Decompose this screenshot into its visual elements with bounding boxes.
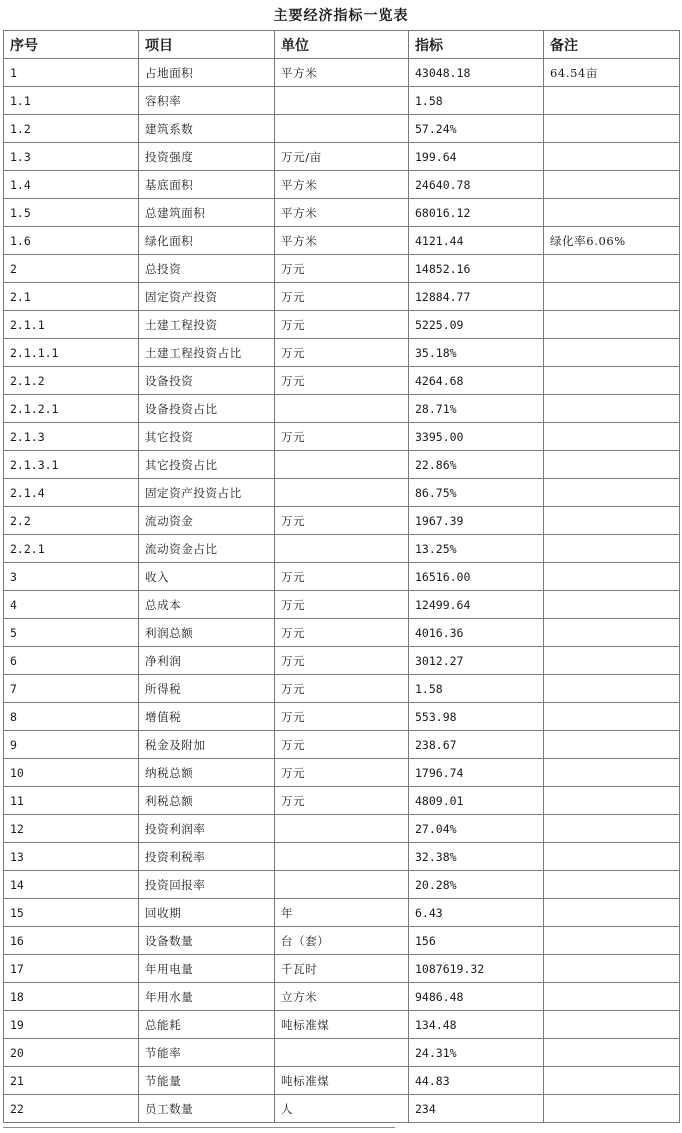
cell-indicator: 43048.18 <box>409 59 544 87</box>
header-unit: 单位 <box>275 31 409 59</box>
cell-index: 2.1.3.1 <box>4 451 139 479</box>
cell-indicator: 553.98 <box>409 703 544 731</box>
cell-index: 21 <box>4 1067 139 1095</box>
cell-unit: 万元 <box>275 703 409 731</box>
table-row <box>4 759 680 787</box>
cell-index: 2.1.2 <box>4 367 139 395</box>
cell-index: 15 <box>4 899 139 927</box>
cell-indicator: 3395.00 <box>409 423 544 451</box>
cell-unit: 吨标准煤 <box>275 1011 409 1039</box>
cell-remark <box>544 843 680 871</box>
cell-index: 6 <box>4 647 139 675</box>
table-row <box>4 1011 680 1039</box>
table-row <box>4 339 680 367</box>
cell-indicator: 1967.39 <box>409 507 544 535</box>
table-row <box>4 143 680 171</box>
cell-item: 土建工程投资占比 <box>139 339 275 367</box>
cell-index: 1.2 <box>4 115 139 143</box>
cell-indicator: 199.64 <box>409 143 544 171</box>
cell-unit: 万元 <box>275 787 409 815</box>
cell-index: 2.1.3 <box>4 423 139 451</box>
cell-remark <box>544 283 680 311</box>
cell-unit: 万元 <box>275 563 409 591</box>
table-row <box>4 451 680 479</box>
cell-index: 2.1.4 <box>4 479 139 507</box>
cell-index: 4 <box>4 591 139 619</box>
cell-remark <box>544 1011 680 1039</box>
cell-remark <box>544 311 680 339</box>
cell-item: 节能率 <box>139 1039 275 1067</box>
cell-item: 流动资金占比 <box>139 535 275 563</box>
table-row <box>4 1095 680 1123</box>
table-row <box>4 395 680 423</box>
cell-remark <box>544 339 680 367</box>
cell-unit <box>275 87 409 115</box>
cell-item: 基底面积 <box>139 171 275 199</box>
cell-unit: 万元 <box>275 507 409 535</box>
table-row <box>4 311 680 339</box>
cell-item: 占地面积 <box>139 59 275 87</box>
cell-item: 总投资 <box>139 255 275 283</box>
cell-indicator: 68016.12 <box>409 199 544 227</box>
cell-remark <box>544 563 680 591</box>
cell-index: 8 <box>4 703 139 731</box>
cell-remark <box>544 1095 680 1123</box>
cell-item: 税金及附加 <box>139 731 275 759</box>
cell-index: 9 <box>4 731 139 759</box>
cell-unit: 万元 <box>275 283 409 311</box>
cell-unit: 万元 <box>275 759 409 787</box>
cell-item: 年用水量 <box>139 983 275 1011</box>
table-row <box>4 591 680 619</box>
cell-unit: 吨标准煤 <box>275 1067 409 1095</box>
cell-index: 3 <box>4 563 139 591</box>
cell-remark: 绿化率6.06% <box>544 227 680 255</box>
cell-indicator: 4264.68 <box>409 367 544 395</box>
cell-indicator: 24.31% <box>409 1039 544 1067</box>
cell-remark <box>544 1067 680 1095</box>
cell-index: 7 <box>4 675 139 703</box>
cell-unit <box>275 815 409 843</box>
cell-unit <box>275 871 409 899</box>
cell-remark <box>544 423 680 451</box>
cell-item: 年用电量 <box>139 955 275 983</box>
cell-index: 18 <box>4 983 139 1011</box>
cell-item: 投资利税率 <box>139 843 275 871</box>
cell-indicator: 5225.09 <box>409 311 544 339</box>
cell-unit: 万元 <box>275 255 409 283</box>
cell-indicator: 4016.36 <box>409 619 544 647</box>
cell-item: 收入 <box>139 563 275 591</box>
cell-indicator: 6.43 <box>409 899 544 927</box>
cell-remark <box>544 675 680 703</box>
header-index: 序号 <box>4 31 139 59</box>
cell-indicator: 156 <box>409 927 544 955</box>
cell-indicator: 28.71% <box>409 395 544 423</box>
cell-unit: 平方米 <box>275 199 409 227</box>
cell-indicator: 4121.44 <box>409 227 544 255</box>
cell-remark <box>544 983 680 1011</box>
cell-remark <box>544 787 680 815</box>
cell-index: 14 <box>4 871 139 899</box>
cell-item: 净利润 <box>139 647 275 675</box>
cell-item: 固定资产投资占比 <box>139 479 275 507</box>
cell-index: 22 <box>4 1095 139 1123</box>
cell-unit: 万元 <box>275 423 409 451</box>
cell-index: 17 <box>4 955 139 983</box>
cell-unit: 万元 <box>275 367 409 395</box>
table-row <box>4 1067 680 1095</box>
cell-index: 1.3 <box>4 143 139 171</box>
cell-item: 回收期 <box>139 899 275 927</box>
cell-remark <box>544 255 680 283</box>
cell-item: 投资回报率 <box>139 871 275 899</box>
cell-item: 其它投资占比 <box>139 451 275 479</box>
cell-indicator: 1.58 <box>409 87 544 115</box>
cell-unit <box>275 843 409 871</box>
table-row <box>4 619 680 647</box>
table-row <box>4 507 680 535</box>
cell-indicator: 12499.64 <box>409 591 544 619</box>
cell-unit: 万元 <box>275 311 409 339</box>
cell-item: 节能量 <box>139 1067 275 1095</box>
cell-remark <box>544 171 680 199</box>
cell-unit: 万元 <box>275 647 409 675</box>
cell-remark <box>544 647 680 675</box>
cell-unit <box>275 479 409 507</box>
cell-index: 2 <box>4 255 139 283</box>
cell-unit: 万元 <box>275 591 409 619</box>
cell-indicator: 24640.78 <box>409 171 544 199</box>
cell-item: 建筑系数 <box>139 115 275 143</box>
cell-indicator: 238.67 <box>409 731 544 759</box>
cell-index: 20 <box>4 1039 139 1067</box>
cell-indicator: 234 <box>409 1095 544 1123</box>
table-row <box>4 563 680 591</box>
table-row <box>4 647 680 675</box>
cell-indicator: 20.28% <box>409 871 544 899</box>
cell-remark <box>544 87 680 115</box>
table-title: 主要经济指标一览表 <box>273 8 409 24</box>
cell-item: 增值税 <box>139 703 275 731</box>
cell-item: 员工数量 <box>139 1095 275 1123</box>
cell-remark <box>544 451 680 479</box>
header-indicator: 指标 <box>409 31 544 59</box>
cell-indicator: 35.18% <box>409 339 544 367</box>
cell-remark <box>544 759 680 787</box>
cell-index: 1.1 <box>4 87 139 115</box>
cell-unit <box>275 395 409 423</box>
table-row <box>4 423 680 451</box>
cell-index: 2.1.1 <box>4 311 139 339</box>
cell-item: 总成本 <box>139 591 275 619</box>
cell-remark <box>544 507 680 535</box>
cell-index: 10 <box>4 759 139 787</box>
cell-unit <box>275 535 409 563</box>
cell-indicator: 44.83 <box>409 1067 544 1095</box>
cell-remark <box>544 731 680 759</box>
header-remark: 备注 <box>544 31 680 59</box>
table-row <box>4 899 680 927</box>
cell-item: 其它投资 <box>139 423 275 451</box>
table-row <box>4 367 680 395</box>
table-row <box>4 731 680 759</box>
economic-indicators-table <box>3 30 680 1123</box>
table-row <box>4 815 680 843</box>
table-row <box>4 843 680 871</box>
cell-item: 纳税总额 <box>139 759 275 787</box>
cell-unit: 万元 <box>275 339 409 367</box>
cell-indicator: 3012.27 <box>409 647 544 675</box>
table-row <box>4 87 680 115</box>
cell-index: 5 <box>4 619 139 647</box>
cell-remark <box>544 815 680 843</box>
cell-unit <box>275 451 409 479</box>
cell-unit: 台（套） <box>275 927 409 955</box>
cell-indicator: 14852.16 <box>409 255 544 283</box>
table-row <box>4 675 680 703</box>
cell-index: 12 <box>4 815 139 843</box>
cell-indicator: 9486.48 <box>409 983 544 1011</box>
cell-item: 固定资产投资 <box>139 283 275 311</box>
cell-remark <box>544 143 680 171</box>
table-row <box>4 871 680 899</box>
cell-item: 流动资金 <box>139 507 275 535</box>
cell-remark: 64.54亩 <box>544 59 680 87</box>
cell-remark <box>544 1039 680 1067</box>
cell-remark <box>544 927 680 955</box>
cell-index: 19 <box>4 1011 139 1039</box>
cell-item: 绿化面积 <box>139 227 275 255</box>
cell-indicator: 1.58 <box>409 675 544 703</box>
cell-index: 2.1.1.1 <box>4 339 139 367</box>
cell-indicator: 86.75% <box>409 479 544 507</box>
cell-remark <box>544 591 680 619</box>
cell-item: 总能耗 <box>139 1011 275 1039</box>
table-row <box>4 59 680 87</box>
table-row <box>4 115 680 143</box>
cell-indicator: 1087619.32 <box>409 955 544 983</box>
header-item: 项目 <box>139 31 275 59</box>
table-row <box>4 255 680 283</box>
cell-index: 1.4 <box>4 171 139 199</box>
table-row <box>4 955 680 983</box>
cell-remark <box>544 871 680 899</box>
cell-indicator: 57.24% <box>409 115 544 143</box>
cell-index: 11 <box>4 787 139 815</box>
cell-indicator: 22.86% <box>409 451 544 479</box>
cell-remark <box>544 199 680 227</box>
cell-index: 2.2.1 <box>4 535 139 563</box>
cell-index: 1.5 <box>4 199 139 227</box>
cell-indicator: 32.38% <box>409 843 544 871</box>
cell-unit: 千瓦时 <box>275 955 409 983</box>
table-row <box>4 1039 680 1067</box>
cell-unit: 万元 <box>275 619 409 647</box>
footer-divider <box>3 1127 395 1128</box>
cell-unit: 平方米 <box>275 59 409 87</box>
cell-index: 16 <box>4 927 139 955</box>
cell-item: 投资利润率 <box>139 815 275 843</box>
cell-index: 2.1.2.1 <box>4 395 139 423</box>
cell-indicator: 13.25% <box>409 535 544 563</box>
cell-remark <box>544 619 680 647</box>
cell-item: 利润总额 <box>139 619 275 647</box>
cell-unit: 人 <box>275 1095 409 1123</box>
cell-index: 13 <box>4 843 139 871</box>
cell-unit: 年 <box>275 899 409 927</box>
table-row <box>4 787 680 815</box>
cell-unit: 平方米 <box>275 171 409 199</box>
cell-unit: 万元/亩 <box>275 143 409 171</box>
table-row <box>4 283 680 311</box>
cell-indicator: 1796.74 <box>409 759 544 787</box>
table-row <box>4 227 680 255</box>
cell-indicator: 134.48 <box>409 1011 544 1039</box>
table-row <box>4 983 680 1011</box>
cell-index: 2.1 <box>4 283 139 311</box>
cell-item: 总建筑面积 <box>139 199 275 227</box>
cell-remark <box>544 703 680 731</box>
table-row <box>4 479 680 507</box>
cell-unit <box>275 115 409 143</box>
table-row <box>4 703 680 731</box>
cell-item: 利税总额 <box>139 787 275 815</box>
table-row <box>4 171 680 199</box>
cell-indicator: 27.04% <box>409 815 544 843</box>
cell-item: 所得税 <box>139 675 275 703</box>
cell-item: 投资强度 <box>139 143 275 171</box>
cell-unit <box>275 1039 409 1067</box>
cell-item: 容积率 <box>139 87 275 115</box>
cell-item: 设备投资 <box>139 367 275 395</box>
cell-remark <box>544 367 680 395</box>
table-row <box>4 199 680 227</box>
cell-index: 1 <box>4 59 139 87</box>
cell-indicator: 12884.77 <box>409 283 544 311</box>
cell-remark <box>544 899 680 927</box>
cell-unit: 平方米 <box>275 227 409 255</box>
cell-unit: 万元 <box>275 675 409 703</box>
cell-indicator: 4809.01 <box>409 787 544 815</box>
cell-unit: 立方米 <box>275 983 409 1011</box>
cell-remark <box>544 479 680 507</box>
cell-index: 1.6 <box>4 227 139 255</box>
cell-unit: 万元 <box>275 731 409 759</box>
table-header-row <box>4 31 680 59</box>
cell-item: 土建工程投资 <box>139 311 275 339</box>
cell-item: 设备投资占比 <box>139 395 275 423</box>
cell-item: 设备数量 <box>139 927 275 955</box>
cell-index: 2.2 <box>4 507 139 535</box>
table-row <box>4 927 680 955</box>
cell-remark <box>544 535 680 563</box>
cell-remark <box>544 395 680 423</box>
cell-remark <box>544 955 680 983</box>
table-body <box>4 59 680 1123</box>
cell-indicator: 16516.00 <box>409 563 544 591</box>
cell-remark <box>544 115 680 143</box>
table-row <box>4 535 680 563</box>
